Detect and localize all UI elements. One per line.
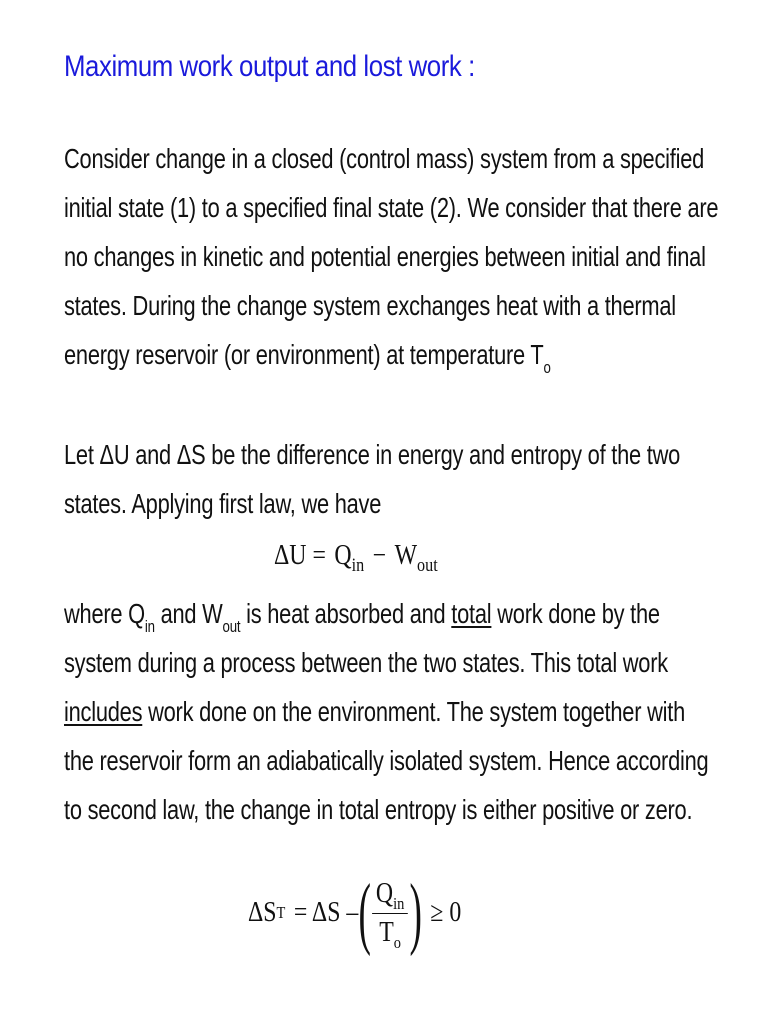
text-line: system during a process between the two states. This total work bbox=[64, 647, 668, 678]
text-line: Consider change in a closed (control mass) system from a specified bbox=[64, 143, 705, 174]
subscript: in bbox=[393, 893, 405, 913]
text-line: the reservoir form an adiabatically isolated system. Hence according bbox=[64, 745, 709, 776]
subscript: in bbox=[351, 555, 365, 576]
right-paren: ) bbox=[409, 869, 422, 957]
subscript: o bbox=[543, 358, 551, 377]
text-run: and W bbox=[154, 598, 223, 629]
fraction-denominator bbox=[376, 914, 405, 950]
paragraph-first-law bbox=[64, 430, 750, 528]
eq-t: T bbox=[379, 916, 394, 948]
slide-title: Maximum work output and lost work : bbox=[64, 50, 475, 83]
subscript: in bbox=[144, 617, 155, 636]
text-run: work done on the environment. The system together with bbox=[142, 696, 686, 727]
text-run: where Q bbox=[64, 598, 145, 629]
equation-first-law bbox=[274, 540, 438, 576]
left-paren: ( bbox=[358, 869, 371, 957]
eq-lhs: ΔS bbox=[248, 897, 277, 928]
text-run: energy reservoir (or environment) at temperature T bbox=[64, 339, 544, 370]
paragraph-second-law bbox=[64, 589, 750, 834]
paragraph-intro bbox=[64, 134, 750, 379]
eq-minus: − bbox=[372, 540, 387, 571]
text-line: to second law, the change in total entropy is either positive or zero. bbox=[64, 794, 693, 825]
equation-entropy: ΔS T = ΔS – ( $\frac{Q_{in}}{T_o}$ ) ≥ 0 bbox=[248, 869, 462, 957]
text-line: Let ΔU and ΔS be the difference in energy and entropy of the two bbox=[64, 439, 681, 470]
fraction bbox=[372, 877, 407, 950]
eq-w: W bbox=[394, 540, 418, 571]
text-line: states. During the change system exchanges heat with a thermal bbox=[64, 290, 676, 321]
underlined-word-includes: includes bbox=[64, 696, 143, 727]
text-line: no changes in kinetic and potential energies between initial and final bbox=[64, 241, 706, 272]
fraction-numerator bbox=[372, 877, 407, 914]
eq-rhs: ≥ 0 bbox=[430, 897, 462, 928]
subscript: out bbox=[222, 617, 241, 636]
text-line bbox=[64, 589, 750, 638]
text-line bbox=[64, 687, 750, 736]
text-run: work done by the bbox=[491, 598, 660, 629]
text-line: states. Applying first law, we have bbox=[64, 488, 382, 519]
text-run: is heat absorbed and bbox=[240, 598, 452, 629]
eq-lhs: ΔU = bbox=[274, 540, 326, 571]
subscript: out bbox=[417, 555, 438, 576]
subscript: o bbox=[393, 932, 401, 952]
underlined-word-total: total bbox=[451, 598, 492, 629]
eq-q: Q bbox=[334, 540, 352, 571]
text-line: initial state (1) to a specified final state (2). We consider that there are bbox=[64, 192, 719, 223]
eq-middle: = ΔS – bbox=[293, 897, 359, 928]
eq-q: Q bbox=[375, 877, 394, 909]
text-line bbox=[64, 330, 750, 379]
